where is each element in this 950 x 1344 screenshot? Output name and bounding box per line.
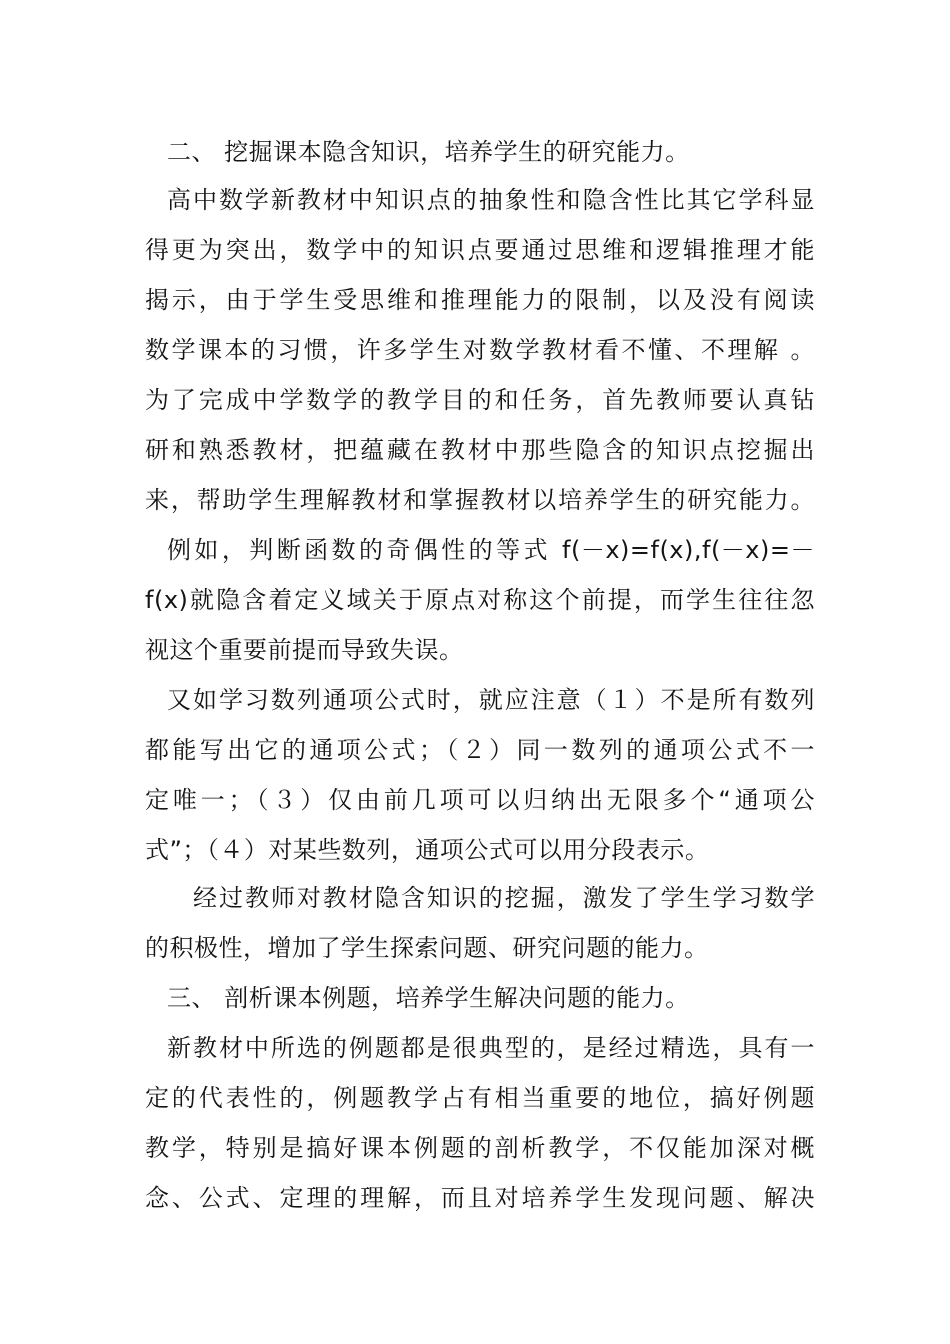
paragraph-line: f(x)就隐含着定义域关于原点对称这个前提，而学生往往忽 — [145, 586, 815, 614]
paragraph-line: 揭示，由于学生受思维和推理能力的限制，以及没有阅读 — [145, 286, 815, 314]
paragraph-line: 式”；（４）对某些数列，通项公式可以用分段表示。 — [145, 836, 710, 864]
paragraph-line: 高中数学新教材中知识点的抽象性和隐含性比其它学科显 — [167, 186, 815, 214]
paragraph-line: 数学课本的习惯，许多学生对数学教材看不懂、不理解 。 — [145, 336, 815, 364]
paragraph-line: 来，帮助学生理解教材和掌握教材以培养学生的研究能力。 — [145, 486, 815, 514]
paragraph-line: 研和熟悉教材，把蕴藏在教材中那些隐含的知识点挖掘出 — [145, 436, 815, 464]
paragraph-line: 经过教师对教材隐含知识的挖掘，激发了学生学习数学 — [193, 884, 815, 912]
paragraph-line: 教学，特别是搞好课本例题的剖析教学，不仅能加深对概 — [145, 1134, 815, 1162]
paragraph-line: 念、公式、定理的理解，而且对培养学生发现问题、解决 — [145, 1184, 815, 1212]
section-heading-three: 三、 剖析课本例题，培养学生解决问题的能力。 — [167, 984, 690, 1012]
paragraph-line: 视这个重要前提而导致失误。 — [145, 636, 464, 664]
paragraph-line: 得更为突出，数学中的知识点要通过思维和逻辑推理才能 — [145, 236, 815, 264]
paragraph-line: 又如学习数列通项公式时，就应注意（１）不是所有数列 — [167, 686, 815, 714]
paragraph-line: 为了完成中学数学的教学目的和任务，首先教师要认真钻 — [145, 386, 815, 414]
paragraph-line: 都能写出它的通项公式；（２）同一数列的通项公式不一 — [145, 736, 815, 764]
paragraph-line: 定唯一；（３）仅由前几项可以归纳出无限多个“通项公 — [145, 786, 815, 814]
paragraph-line: 例如，判断函数的奇偶性的等式 f(－x)=f(x),f(－x)=－ — [167, 536, 815, 564]
paragraph-line: 新教材中所选的例题都是很典型的，是经过精选，具有一 — [167, 1034, 815, 1062]
paragraph-line: 定的代表性的，例题教学占有相当重要的地位，搞好例题 — [145, 1084, 815, 1112]
paragraph-line: 的积极性，增加了学生探索问题、研究问题的能力。 — [145, 934, 709, 962]
section-heading-two: 二、 挖掘课本隐含知识，培养学生的研究能力。 — [167, 138, 690, 166]
